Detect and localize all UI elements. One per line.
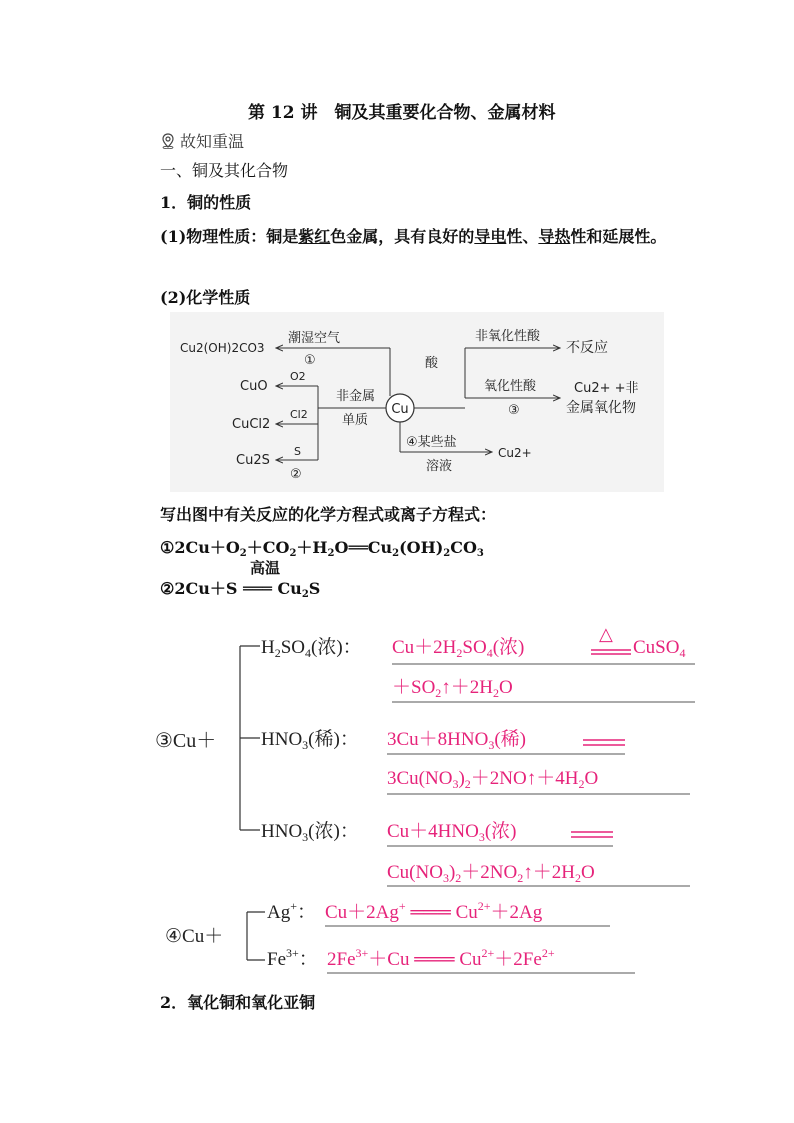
phys-prefix: (1)物理性质：铜是 [160,227,299,246]
phys-cond1: 导电 [474,227,507,246]
product-3-line2: 金属氧化物 [566,400,636,416]
eq4-b2-reagent: $Fe^{3+}$： [267,946,318,970]
s-label: S [294,445,301,458]
location-pin-icon [160,133,176,149]
eq3-b3-line2: $Cu(NO_3)_2+2NO_2↑+2H_2O$ [387,862,595,885]
equation-2-condition: 高温 [250,559,281,577]
chem-properties-label: (2)化学性质 [160,288,251,307]
phys-cond2: 导热 [538,227,571,246]
subsection-heading-2: 2．氧化铜和氧化亚铜 [160,993,316,1012]
basic-copper-carbonate: Cu2(OH)2CO3 [180,341,265,355]
eq3-b2-line2: $3Cu(NO_3)_2+2NO↑+4H_2O$ [387,768,599,791]
page-title: 第 12 讲 铜及其重要化合物、金属材料 [248,103,556,123]
eq4-b2: $2Fe^{3+}+Cu$ ═══ $Cu^{2+}+2Fe^{2+}$ [327,946,555,970]
eq4-b1: Cu＋2Ag+ ═══ $Cu^{2+}+2Ag$ [325,899,543,923]
eq4-b1-reagent: Ag+： [267,899,317,923]
equation-1: $①2Cu+O_2+CO_2+H_2O══Cu_2(OH)_2CO_3$ [160,538,484,559]
section-heading-1: 一、铜及其化合物 [160,161,289,180]
reaction-num-2: ② [290,467,302,482]
product-3-line1: Cu2+ +非 [574,381,639,396]
phys-color: 紫红 [298,227,331,246]
phys-sep: 性、 [506,227,539,246]
reaction-num-3: ③ [508,403,520,418]
heat-symbol: △ [599,624,613,644]
eq3-cuso4: CuSO$_4$ [633,637,686,660]
cu-node-label: Cu [391,402,409,417]
salt-label: ④某些盐 [406,435,457,450]
cuo-label: CuO [240,379,268,394]
eq3-b1-reagent: $H_2SO_4$(浓)： [261,637,362,660]
solution-label: 溶液 [426,459,453,474]
equation-3-4-block [155,620,715,980]
cucl2-label: CuCl2 [232,417,271,432]
phys-suffix: 性和延展性。 [570,227,667,246]
write-prompt: 写出图中有关反应的化学方程式或离子方程式： [160,505,497,524]
no-reaction-label: 不反应 [566,340,608,356]
eq3-b3-line1: $Cu+4HNO_3$(浓) [387,821,517,844]
non-oxidizing-acid-label: 非氧化性酸 [475,329,541,344]
cu2plus-label: Cu2+ [498,446,532,460]
equation-2: 高温 ②2Cu＋S ═══ $Cu_2S$ [160,559,321,600]
wet-air-label: 潮湿空气 [288,331,341,346]
eq3-b2-reagent: $HNO_3$(稀)： [261,729,359,752]
subsection-heading-1: 1．铜的性质 [160,193,252,212]
reaction-num-1: ① [304,353,316,368]
oxidizing-acid-label: 氧化性酸 [484,379,537,394]
review-label: 故知重温 [180,132,245,151]
eq3-b1-line2: $+SO_2↑+2H_2O$ [392,677,513,700]
o2-label: O2 [290,370,306,383]
eq3-b2-line1: $3Cu+8HNO_3$(稀) [387,729,526,752]
acid-label: 酸 [425,356,439,371]
nonmetal-label-2: 单质 [342,413,369,428]
copper-reaction-diagram [170,312,664,492]
cu2s-label: Cu2S [236,453,270,468]
cl2-label: Cl2 [290,408,308,421]
eq3-lead: ③Cu＋ [155,730,217,752]
eq3-b3-reagent: $HNO_3$(浓)： [261,821,359,844]
physical-properties-paragraph [160,221,680,252]
eq3-b1-line1: $Cu+2H_2SO_4$(浓) [392,637,525,660]
phys-mid: 色金属，具有良好的 [330,227,475,246]
review-heading [160,129,244,152]
nonmetal-label-1: 非金属 [336,389,376,404]
eq4-lead: ④Cu＋ [165,926,224,947]
